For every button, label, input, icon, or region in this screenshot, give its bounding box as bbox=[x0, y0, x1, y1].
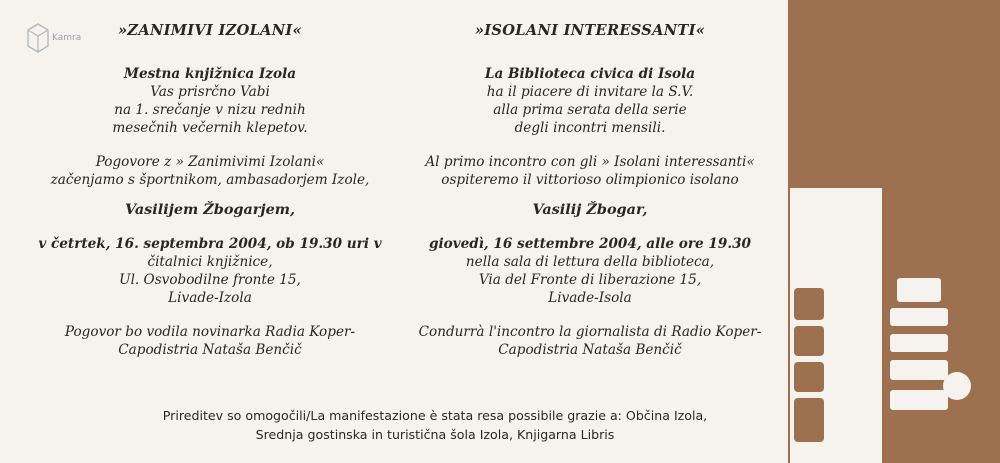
right-intro-line: Al primo incontro con gli » Isolani interessanti« bbox=[425, 154, 755, 170]
watermark-text: Kamra bbox=[52, 33, 82, 43]
left-venue-line: čitalnici knjižnice, bbox=[147, 254, 273, 270]
left-invite-line: mesečnih večernih klepetov. bbox=[112, 120, 308, 136]
left-intro-line: Pogovore z » Zanimivimi Izolani« bbox=[95, 154, 325, 170]
right-title: »ISOLANI INTERESSANTI« bbox=[474, 22, 706, 39]
right-guest-name: Vasilij Žbogar, bbox=[532, 201, 648, 218]
italian-column bbox=[392, 22, 788, 359]
right-venue-line: Livade-Isola bbox=[548, 290, 632, 306]
right-host-line: Capodistria Nataša Benčič bbox=[498, 342, 682, 358]
right-host-line: Condurrà l'incontro la giornalista di Radio Koper- bbox=[418, 324, 762, 340]
slovenian-column bbox=[20, 22, 400, 359]
kj-library-logo bbox=[782, 260, 992, 450]
left-invite-line: na 1. srečanje v nizu rednih bbox=[114, 102, 306, 118]
right-invite-line: alla prima serata della serie bbox=[493, 102, 687, 118]
left-guest-name: Vasilijem Žbogarjem, bbox=[124, 201, 295, 218]
right-venue-line: nella sala di lettura della biblioteca, bbox=[465, 254, 715, 270]
right-invite-line: degli incontri mensili. bbox=[514, 120, 666, 136]
left-venue-line: Livade-Izola bbox=[168, 290, 252, 306]
left-host-line: Pogovor bo vodila novinarka Radia Koper- bbox=[64, 324, 356, 340]
sponsors-line: Prireditev so omogočili/La manifestazione è stata resa possibile grazie a: Občina Izola, bbox=[162, 408, 708, 423]
sponsors-line: Srednja gostinska in turistična šola Izola, Knjigarna Libris bbox=[255, 427, 615, 442]
sponsors-footer bbox=[40, 406, 830, 444]
right-intro-line: ospiteremo il vittorioso olimpionico isolano bbox=[441, 172, 739, 188]
left-title: »ZANIMIVI IZOLANI« bbox=[118, 22, 302, 39]
left-venue-line: Ul. Osvobodilne fronte 15, bbox=[119, 272, 301, 288]
left-host-line: Capodistria Nataša Benčič bbox=[118, 342, 302, 358]
right-date-line: giovedì, 16 settembre 2004, alle ore 19.30 bbox=[428, 236, 751, 252]
right-venue-line: Via del Fronte di liberazione 15, bbox=[478, 272, 702, 288]
left-organizer: Mestna knjižnica Izola bbox=[123, 66, 297, 82]
right-organizer: La Biblioteca civica di Isola bbox=[484, 66, 696, 82]
right-invite-line: ha il piacere di invitare la S.V. bbox=[486, 84, 694, 100]
left-invite-line: Vas prisrčno Vabi bbox=[150, 84, 270, 100]
left-date-line: v četrtek, 16. septembra 2004, ob 19.30 uri v bbox=[38, 236, 382, 252]
left-intro-line: začenjamo s športnikom, ambasadorjem Izole, bbox=[50, 172, 370, 188]
